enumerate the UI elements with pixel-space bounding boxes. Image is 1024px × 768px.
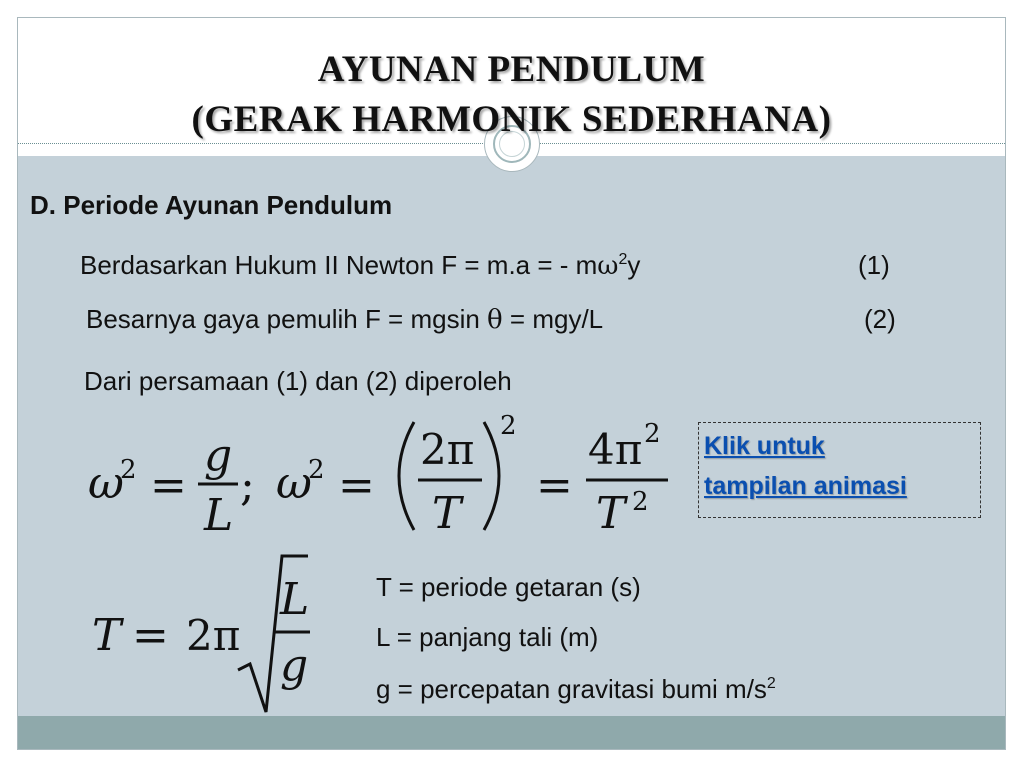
omega-symbol-1: ω bbox=[88, 458, 124, 509]
animation-link-line-1[interactable]: Klik untuk bbox=[704, 432, 825, 460]
restoring-force-equation bbox=[86, 304, 603, 335]
fraction-L-denominator: L bbox=[204, 490, 234, 541]
section-heading: D. Periode Ayunan Pendulum bbox=[30, 190, 393, 220]
period-g-denominator: g bbox=[280, 640, 309, 691]
equation-number-1: (1) bbox=[858, 250, 890, 280]
equation-number-2: (2) bbox=[864, 304, 896, 334]
period-two-pi: 2π bbox=[186, 611, 241, 660]
fraction-g-numerator: g bbox=[204, 430, 233, 481]
newton-omega: ω bbox=[597, 251, 619, 281]
omega-symbol-2: ω bbox=[276, 458, 312, 509]
legend-g bbox=[376, 674, 776, 705]
omega-exponent-1: 2 bbox=[120, 455, 137, 485]
T-squared-denominator: T bbox=[596, 488, 626, 539]
omega-exponent-2: 2 bbox=[308, 455, 325, 485]
restoring-theta: θ bbox=[487, 305, 503, 335]
animation-link-line-2[interactable]: tampilan animasi bbox=[704, 472, 907, 500]
period-formula bbox=[88, 552, 328, 722]
legend-T: T = periode getaran (s) bbox=[376, 572, 641, 602]
newton-suffix: y bbox=[627, 250, 641, 280]
derivation-text: Dari persamaan (1) dan (2) diperoleh bbox=[84, 366, 512, 396]
restoring-suffix: = mgy/L bbox=[502, 304, 604, 334]
period-equals: = bbox=[132, 610, 169, 661]
four-pi-numerator: 4π bbox=[588, 425, 643, 474]
newton-equation bbox=[80, 250, 640, 281]
two-pi-numerator: 2π bbox=[420, 425, 475, 474]
legend-g-exponent: 2 bbox=[766, 675, 776, 692]
period-T: T bbox=[92, 610, 122, 661]
legend-g-text: g = percepatan gravitasi bumi m/s bbox=[376, 674, 767, 704]
paren-exponent: 2 bbox=[500, 411, 517, 441]
equals-sign-2: = bbox=[338, 460, 375, 511]
restoring-prefix: Besarnya gaya pemulih F = mgsin bbox=[86, 304, 488, 334]
left-paren bbox=[399, 422, 414, 530]
four-pi-exponent: 2 bbox=[644, 419, 661, 449]
newton-exponent: 2 bbox=[618, 251, 628, 268]
right-paren bbox=[484, 422, 499, 530]
omega-formula bbox=[80, 412, 680, 542]
T-denominator: T bbox=[432, 488, 462, 539]
period-L-numerator: L bbox=[280, 574, 310, 625]
T-squared-exponent: 2 bbox=[632, 487, 649, 517]
legend-L: L = panjang tali (m) bbox=[376, 622, 599, 652]
equals-sign-3: = bbox=[536, 460, 573, 511]
equals-sign-1: = bbox=[150, 460, 187, 511]
semicolon: ; bbox=[240, 460, 255, 511]
newton-prefix: Berdasarkan Hukum II Newton F = m.a = - m bbox=[80, 250, 598, 280]
title-line-1: AYUNAN PENDULUM bbox=[317, 49, 706, 90]
title-line-2: (GERAK HARMONIK SEDERHANA) bbox=[191, 99, 832, 140]
